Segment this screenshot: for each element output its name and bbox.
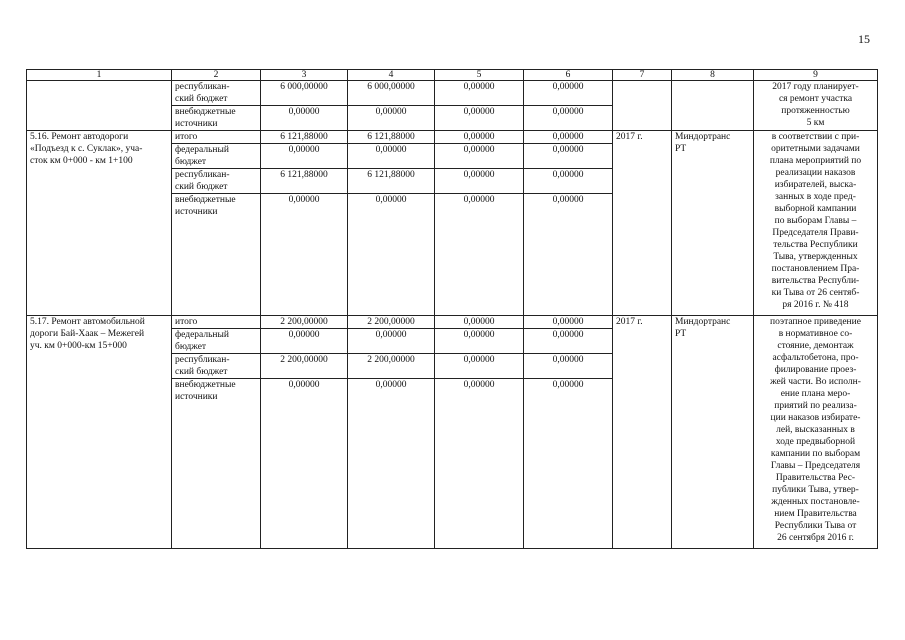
header-row — [27, 70, 878, 81]
page-number: 15 — [858, 32, 870, 46]
source-cell: республикан- ский бюджет — [172, 169, 261, 194]
value-cell: 6 000,00000 — [348, 81, 435, 106]
value-cell: 0,00000 — [524, 379, 613, 549]
note-cell: поэтапное приведение в нормативное со- стояние, демонтаж асфальтобетона, про- филирование проез- жей части. Во исполн- ение плана меро- приятий по реализа- ции наказов избирате- лей, высказанных в ходе предвыборной кампании по выборам Главы – Председателя Правительства Рес- публики Тыва, утвер- жденных постановле- нием Правительства Республики Тыва от 26 сентября 2016 г. — [754, 316, 878, 549]
value-cell: 6 121,88000 — [348, 131, 435, 144]
source-cell: внебюджетные источники — [172, 379, 261, 549]
source-cell: республикан- ский бюджет — [172, 354, 261, 379]
value-cell: 6 121,88000 — [261, 169, 348, 194]
value-cell: 0,00000 — [524, 329, 613, 354]
source-cell: внебюджетные источники — [172, 194, 261, 316]
source-cell: итого — [172, 316, 261, 329]
value-cell: 0,00000 — [261, 144, 348, 169]
source-cell: итого — [172, 131, 261, 144]
year-cell: 2017 г. — [613, 131, 672, 316]
header-cell: 5 — [435, 70, 524, 81]
value-cell: 0,00000 — [435, 81, 524, 106]
value-cell: 0,00000 — [524, 131, 613, 144]
table-row — [27, 81, 878, 106]
value-cell: 0,00000 — [261, 379, 348, 549]
value-cell: 0,00000 — [524, 169, 613, 194]
value-cell: 0,00000 — [435, 194, 524, 316]
executor-cell: Миндортранс РТ — [672, 316, 754, 549]
value-cell: 0,00000 — [524, 354, 613, 379]
value-cell: 2 200,00000 — [348, 354, 435, 379]
header-cell: 2 — [172, 70, 261, 81]
header-cell: 4 — [348, 70, 435, 81]
value-cell: 0,00000 — [435, 316, 524, 329]
executor-cell — [672, 81, 754, 131]
year-cell — [613, 81, 672, 131]
header-cell: 7 — [613, 70, 672, 81]
table-row — [27, 131, 878, 144]
value-cell: 0,00000 — [261, 106, 348, 131]
source-cell: федеральный бюджет — [172, 329, 261, 354]
source-cell: республикан- ский бюджет — [172, 81, 261, 106]
header-cell: 6 — [524, 70, 613, 81]
value-cell: 0,00000 — [524, 144, 613, 169]
header-cell: 9 — [754, 70, 878, 81]
table-body — [27, 70, 878, 549]
value-cell: 0,00000 — [435, 379, 524, 549]
value-cell: 6 121,88000 — [261, 131, 348, 144]
value-cell: 0,00000 — [348, 329, 435, 354]
title-cell: 5.17. Ремонт автомобильной дороги Бай-Хаак – Межегей уч. км 0+000-км 15+000 — [27, 316, 172, 549]
value-cell: 0,00000 — [435, 144, 524, 169]
note-cell: в соответствии с при- оритетными задачами плана мероприятий по реализации наказов избирателей, выска- занных в ходе пред- выборной кампании по выборам Главы – Председателя Прави- тельства Республики Тыва, утвержденных постановлением Пра- вительства Республи- ки Тыва от 26 сентяб- ря 2016 г. № 418 — [754, 131, 878, 316]
value-cell: 0,00000 — [524, 194, 613, 316]
value-cell: 0,00000 — [435, 106, 524, 131]
value-cell: 6 121,88000 — [348, 169, 435, 194]
title-cell — [27, 81, 172, 131]
value-cell: 0,00000 — [435, 329, 524, 354]
program-table — [26, 69, 878, 549]
value-cell: 0,00000 — [348, 194, 435, 316]
value-cell: 6 000,00000 — [261, 81, 348, 106]
header-cell: 8 — [672, 70, 754, 81]
table-row — [27, 316, 878, 329]
value-cell: 0,00000 — [524, 81, 613, 106]
value-cell: 0,00000 — [435, 354, 524, 379]
source-cell: федеральный бюджет — [172, 144, 261, 169]
executor-cell: Миндортранс РТ — [672, 131, 754, 316]
value-cell: 2 200,00000 — [261, 316, 348, 329]
value-cell: 0,00000 — [524, 316, 613, 329]
value-cell: 0,00000 — [348, 144, 435, 169]
value-cell: 0,00000 — [435, 169, 524, 194]
value-cell: 2 200,00000 — [261, 354, 348, 379]
note-cell: 2017 году планирует- ся ремонт участка протяженностью 5 км — [754, 81, 878, 131]
value-cell: 0,00000 — [261, 329, 348, 354]
value-cell: 0,00000 — [348, 379, 435, 549]
value-cell: 0,00000 — [348, 106, 435, 131]
source-cell: внебюджетные источники — [172, 106, 261, 131]
year-cell: 2017 г. — [613, 316, 672, 549]
value-cell: 0,00000 — [524, 106, 613, 131]
title-cell: 5.16. Ремонт автодороги «Подъезд к с. Суклак», уча- сток км 0+000 - км 1+100 — [27, 131, 172, 316]
value-cell: 2 200,00000 — [348, 316, 435, 329]
header-cell: 3 — [261, 70, 348, 81]
header-cell: 1 — [27, 70, 172, 81]
value-cell: 0,00000 — [435, 131, 524, 144]
value-cell: 0,00000 — [261, 194, 348, 316]
